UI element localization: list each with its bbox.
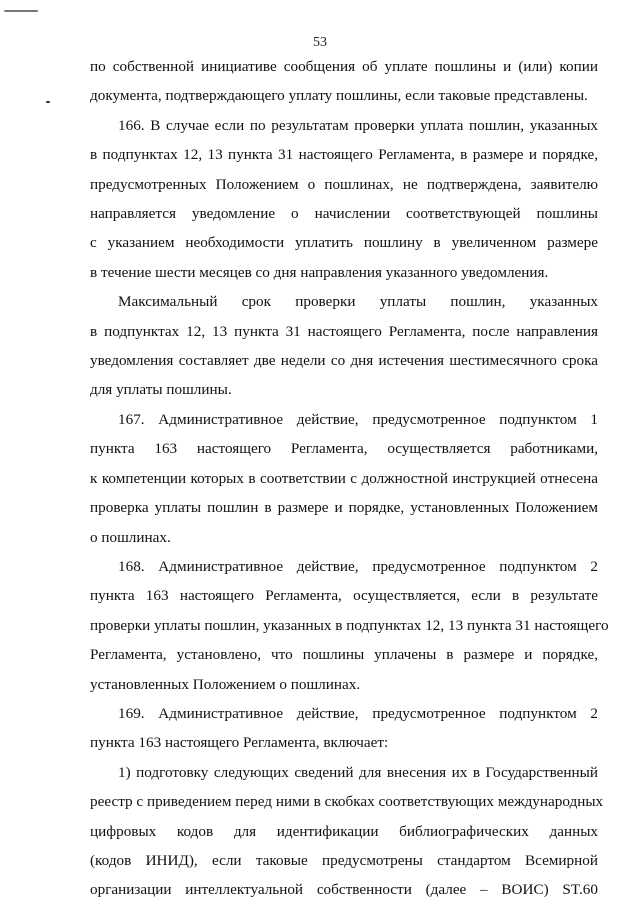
scan-mark [4,10,38,12]
text-line: 1) подготовку следующих сведений для внесения их в Государственный [118,763,598,781]
text-line: в течение шести месяцев со дня направления указанного уведомления. [90,263,549,281]
text-line: цифровых кодов для идентификации библиографических данных [90,822,598,840]
text-line: к компетенции которых в соответствии с должностной инструкцией отнесена [90,469,598,487]
text-line: 168. Административное действие, предусмотренное подпунктом 2 [118,557,598,575]
text-line: пункта 163 настоящего Регламента, осуществляется, если в результате [90,587,598,605]
text-line: организации интеллектуальной собственности (далее – ВОИС) ST.60 [90,881,598,899]
text-line: уведомления составляет две недели со дня истечения шестимесячного срока [90,352,598,370]
text-line: 169. Административное действие, предусмотренное подпунктом 2 [118,704,598,722]
document-body [90,52,609,905]
text-line: в подпунктах 12, 13 пункта 31 настоящего Регламента, в размере и порядке, [90,146,598,164]
text-line: о пошлинах. [90,528,171,546]
text-line: пункта 163 настоящего Регламента, включает: [90,734,389,752]
text-line: проверки уплаты пошлин, указанных в подпунктах 12, 13 пункта 31 настоящего [90,616,609,634]
text-line: (кодов ИНИД), если таковые предусмотрены стандартом Всемирной [90,851,598,869]
text-line: пункта 163 настоящего Регламента, осуществляется работниками, [90,440,598,458]
text-line: в подпунктах 12, 13 пункта 31 настоящего Регламента, после направления [90,322,598,340]
text-line: проверка уплаты пошлин в размере и порядке, установленных Положением [90,499,598,517]
text-line: 167. Административное действие, предусмотренное подпунктом 1 [118,410,598,428]
text-line: Регламента, установлено, что пошлины уплачены в размере и порядке, [90,646,598,664]
text-line: документа, подтверждающего уплату пошлины, если таковые представлены. [90,87,588,105]
text-line: реестр с приведением перед ними в скобках соответствующих международных [90,793,604,811]
page-number: 53 [313,35,327,50]
text-line: 166. В случае если по результатам проверки уплата пошлин, указанных [118,116,598,134]
scan-mark [46,101,50,103]
text-line: установленных Положением о пошлинах. [90,675,361,693]
text-line: предусмотренных Положением о пошлинах, не подтверждена, заявителю [90,175,598,193]
text-line: для уплаты пошлины. [90,381,232,399]
text-line: по собственной инициативе сообщения об уплате пошлины и (или) копии [90,58,598,75]
text-line: направляется уведомление о начислении соответствующей пошлины [90,205,598,223]
text-line: с указанием необходимости уплатить пошлину в увеличенном размере [90,234,598,252]
text-line: Максимальный срок проверки уплаты пошлин, указанных [118,293,598,311]
